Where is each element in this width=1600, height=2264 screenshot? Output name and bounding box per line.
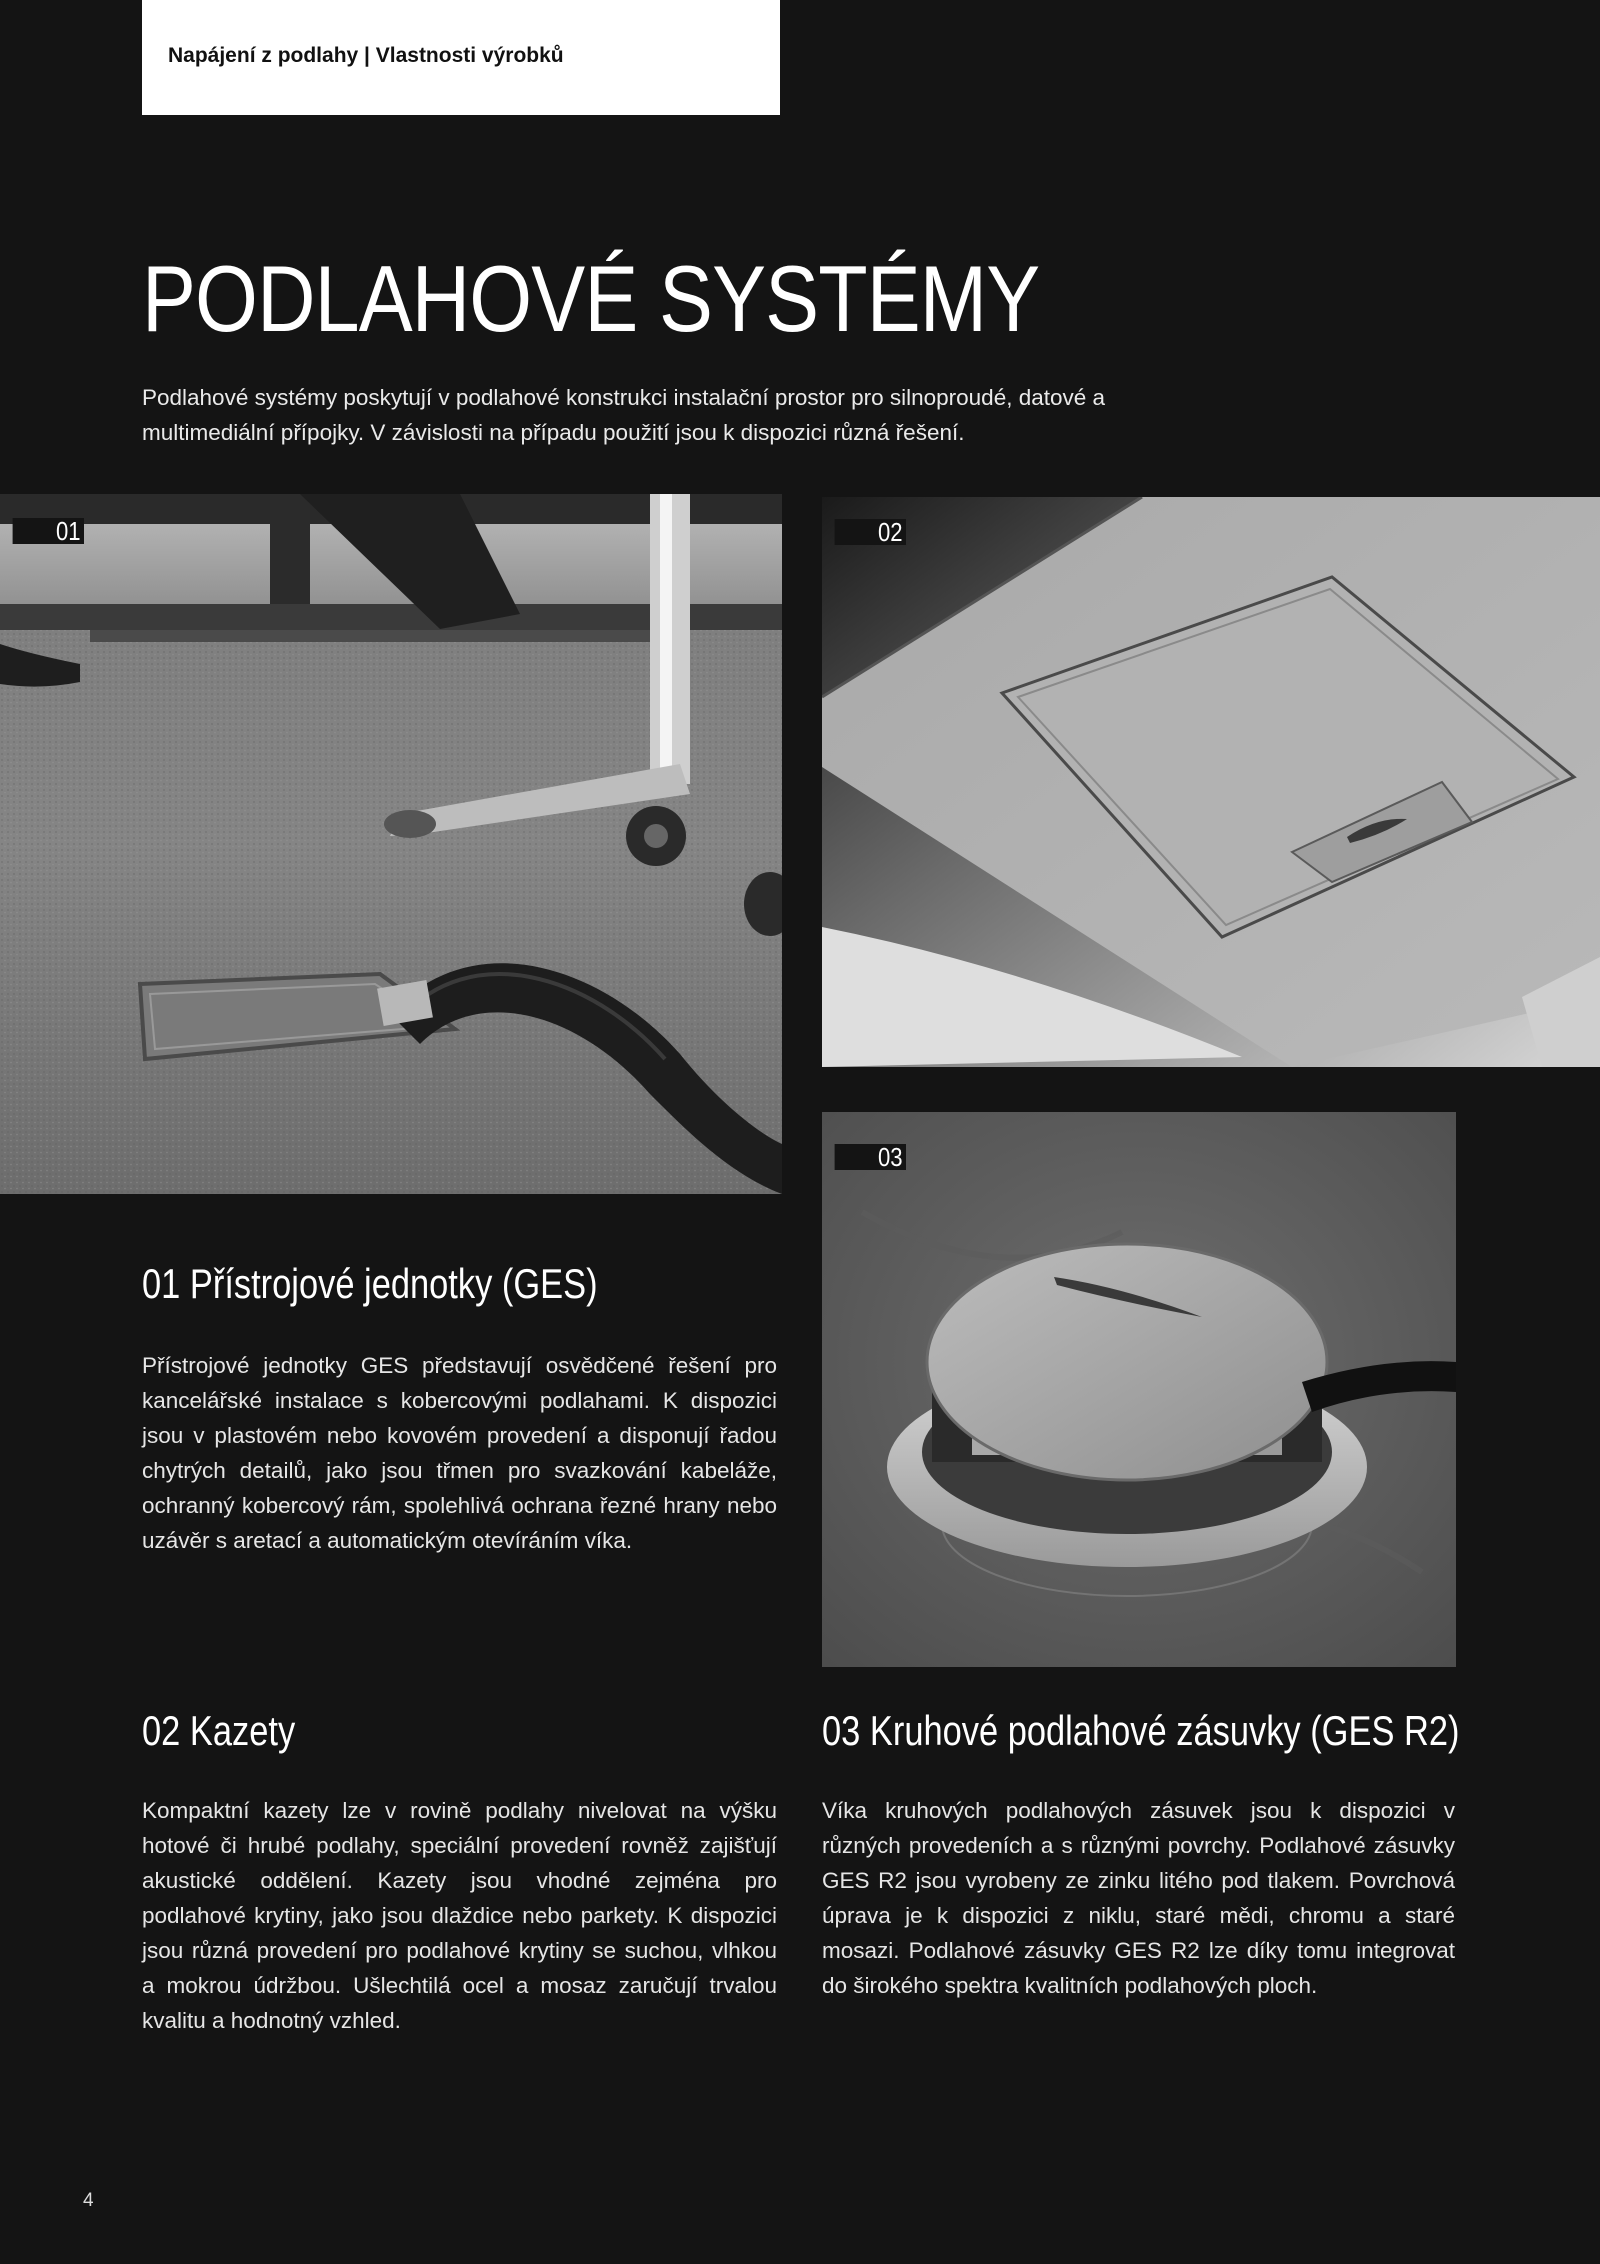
section-title-03: 03 Kruhové podlahové zásuvky (GES R2) bbox=[822, 1707, 1460, 1754]
page-number: 4 bbox=[83, 2190, 94, 2211]
carpet-floor-box-photo bbox=[0, 494, 782, 1194]
round-floor-socket-photo bbox=[822, 1112, 1456, 1667]
section-text-02: Kompaktní kazety lze v rovině podlahy nivelovat na výšku hotové či hrubé podlahy, speciální provedení rovněž zajišťují akustické oddělení. Kazety jsou vhodné zejména pro podlahové krytiny, jako jsou dlaždice nebo parkety. K dispozici jsou různá provedení pro podlahové krytiny se suchou, vlhkou a mokrou údržbou. Ušlechtilá ocel a mosaz zaručují trvalou kvalitu a hodnotný vzhled. bbox=[142, 1798, 777, 2033]
header-tab bbox=[142, 0, 780, 115]
image-tag-02: 02 bbox=[835, 519, 906, 545]
section-text-01: Přístrojové jednotky GES představují osvědčené řešení pro kancelářské instalace s kobercovými podlahami. K dispozici jsou v plastovém nebo kovovém provedení a disponují řadou chytrých detailů, jako jsou třmen pro svazkování kabeláže, ochranný kobercový rám, spolehlivá ochrana řezné hrany nebo uzávěr s aretací a automatickým otevíráním víka. bbox=[142, 1353, 777, 1553]
page-title: PODLAHOVÉ SYSTÉMY bbox=[142, 246, 1040, 351]
section-title-02: 02 Kazety bbox=[142, 1707, 296, 1754]
header-label: Napájení z podlahy | Vlastnosti výrobků bbox=[168, 44, 564, 67]
image-tag-03: 03 bbox=[835, 1144, 906, 1170]
section-title-01: 01 Přístrojové jednotky (GES) bbox=[142, 1260, 598, 1307]
image-tag-01: 01 bbox=[13, 518, 84, 544]
intro-paragraph: Podlahové systémy poskytují v podlahové konstrukci instalační prostor pro silnoproudé, datové a multimediální přípojky. V závislosti na případu použití jsou k dispozici různá řešení. bbox=[142, 385, 1106, 445]
section-text-03: Víka kruhových podlahových zásuvek jsou k dispozici v různých provedeních a s různými povrchy. Podlahové zásuvky GES R2 jsou vyrobeny ze zinku litého pod tlakem. Povrchová úprava je k dispozici z niklu, staré mědi, chromu a staré mosazi. Podlahové zásuvky GES R2 lze díky tomu integrovat do širokého spektra kvalitních podlahových ploch. bbox=[822, 1798, 1455, 1998]
stone-cassette-photo bbox=[822, 497, 1600, 1067]
